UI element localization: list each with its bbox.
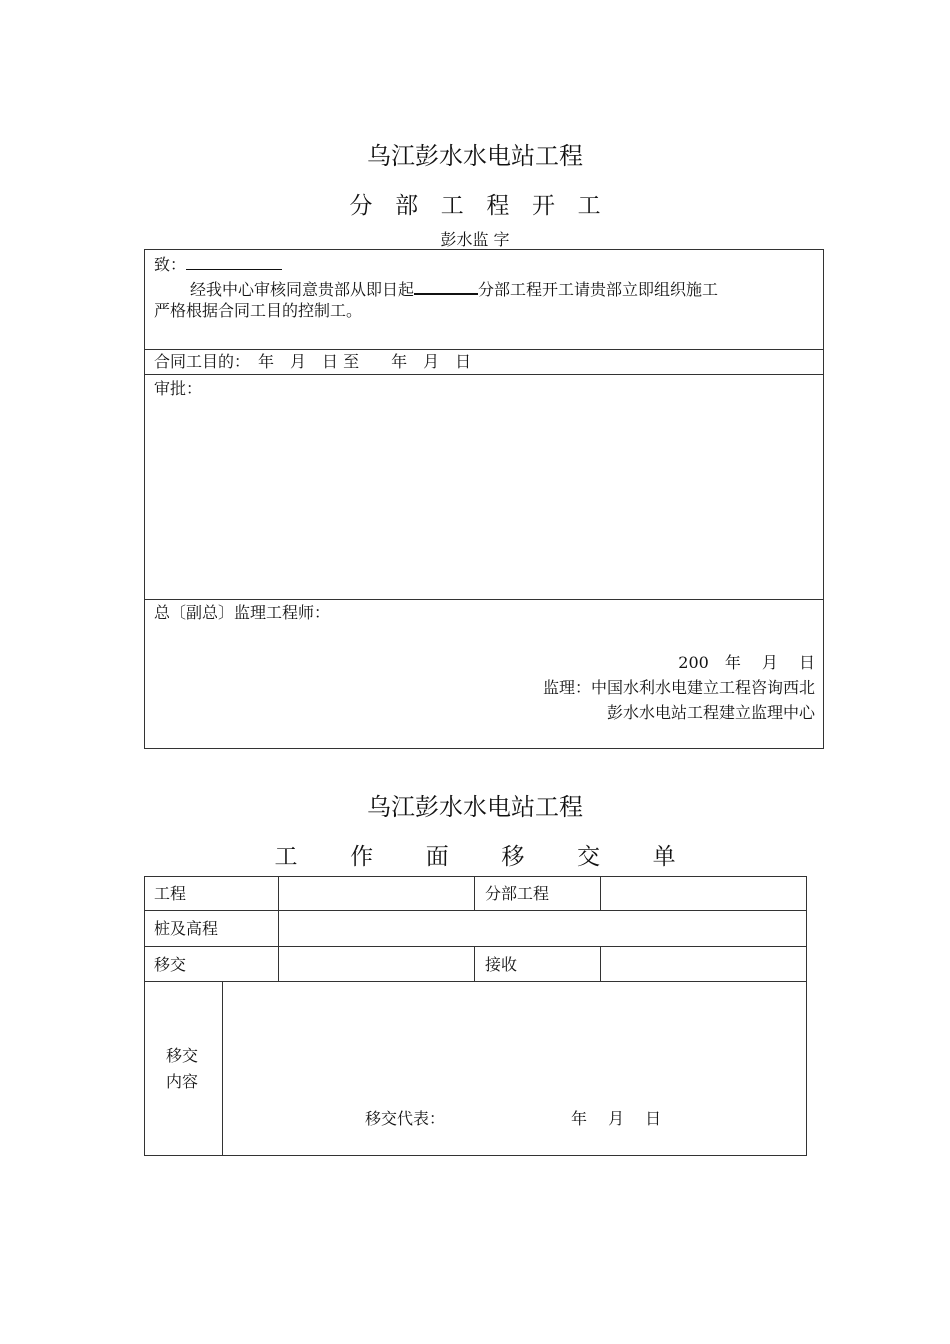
project-field[interactable] bbox=[279, 877, 474, 910]
station-label: 桩及高程 bbox=[154, 919, 219, 938]
form1-heading-char: 部 bbox=[395, 193, 419, 219]
divider bbox=[474, 876, 475, 910]
to-label bbox=[154, 253, 282, 275]
content-label-1: 移交 bbox=[166, 1046, 199, 1065]
recipient-blank[interactable] bbox=[186, 253, 282, 270]
content-label-2: 内容 bbox=[166, 1072, 199, 1091]
form2-heading-char: 面 bbox=[425, 844, 449, 870]
form2-heading-char: 工 bbox=[274, 844, 298, 870]
supervisor-line-1: 监理：中国水利水电建立工程咨询西北 bbox=[542, 678, 815, 697]
form2-heading bbox=[0, 838, 950, 871]
form1-heading-char: 开 bbox=[531, 193, 555, 219]
rep-date: 年 月 日 bbox=[571, 1109, 662, 1128]
content-field[interactable] bbox=[223, 982, 806, 1102]
handover-label: 移交 bbox=[154, 955, 187, 974]
contract-dates: 年 月 日 至 年 月 日 bbox=[258, 352, 472, 371]
body-part-1: 经我中心审核同意贵部从即日起 bbox=[190, 280, 415, 299]
body-line-1 bbox=[190, 277, 718, 300]
rep-label: 移交代表： bbox=[365, 1109, 446, 1128]
form1-box bbox=[144, 249, 824, 749]
contract-label: 合同工目的： bbox=[154, 352, 243, 371]
sign-date: 200 年 月 日 bbox=[678, 653, 815, 672]
sub-project-field[interactable] bbox=[601, 877, 806, 910]
form1-title: 乌江彭水水电站工程 bbox=[367, 142, 583, 170]
receive-label: 接收 bbox=[485, 955, 518, 974]
handover-field[interactable] bbox=[279, 947, 474, 981]
to-label-text: 致： bbox=[154, 255, 187, 274]
form1-heading-char: 工 bbox=[577, 193, 601, 219]
form1-heading-char: 程 bbox=[486, 193, 510, 219]
divider bbox=[474, 946, 475, 981]
body-line-2: 严格根据合同工目的控制工。 bbox=[154, 301, 363, 320]
supervisor-line-2: 彭水水电站工程建立监理中心 bbox=[606, 703, 815, 722]
receive-field[interactable] bbox=[601, 947, 806, 981]
divider bbox=[144, 599, 824, 600]
form1-heading-char: 工 bbox=[440, 193, 464, 219]
form2-title: 乌江彭水水电站工程 bbox=[367, 793, 583, 821]
form1-ref-number: 彭水监 字 bbox=[440, 230, 510, 249]
contract-period-row bbox=[154, 352, 471, 372]
sub-project-blank[interactable] bbox=[414, 277, 478, 295]
project-label: 工程 bbox=[154, 884, 187, 903]
divider bbox=[144, 374, 824, 375]
form2-heading-char: 单 bbox=[652, 844, 676, 870]
form1-heading-char: 分 bbox=[349, 193, 373, 219]
station-field[interactable] bbox=[279, 911, 806, 946]
divider bbox=[144, 349, 824, 350]
form2-heading-char: 交 bbox=[576, 844, 600, 870]
form2-heading-char: 作 bbox=[350, 844, 374, 870]
body-part-2: 分部工程开工请贵部立即组织施工 bbox=[478, 280, 719, 299]
sub-project-label: 分部工程 bbox=[485, 884, 550, 903]
engineer-label: 总〔副总〕监理工程师： bbox=[154, 603, 331, 622]
form2-heading-char: 移 bbox=[501, 844, 525, 870]
form1-heading bbox=[0, 187, 950, 220]
approval-label: 审批： bbox=[154, 379, 203, 398]
